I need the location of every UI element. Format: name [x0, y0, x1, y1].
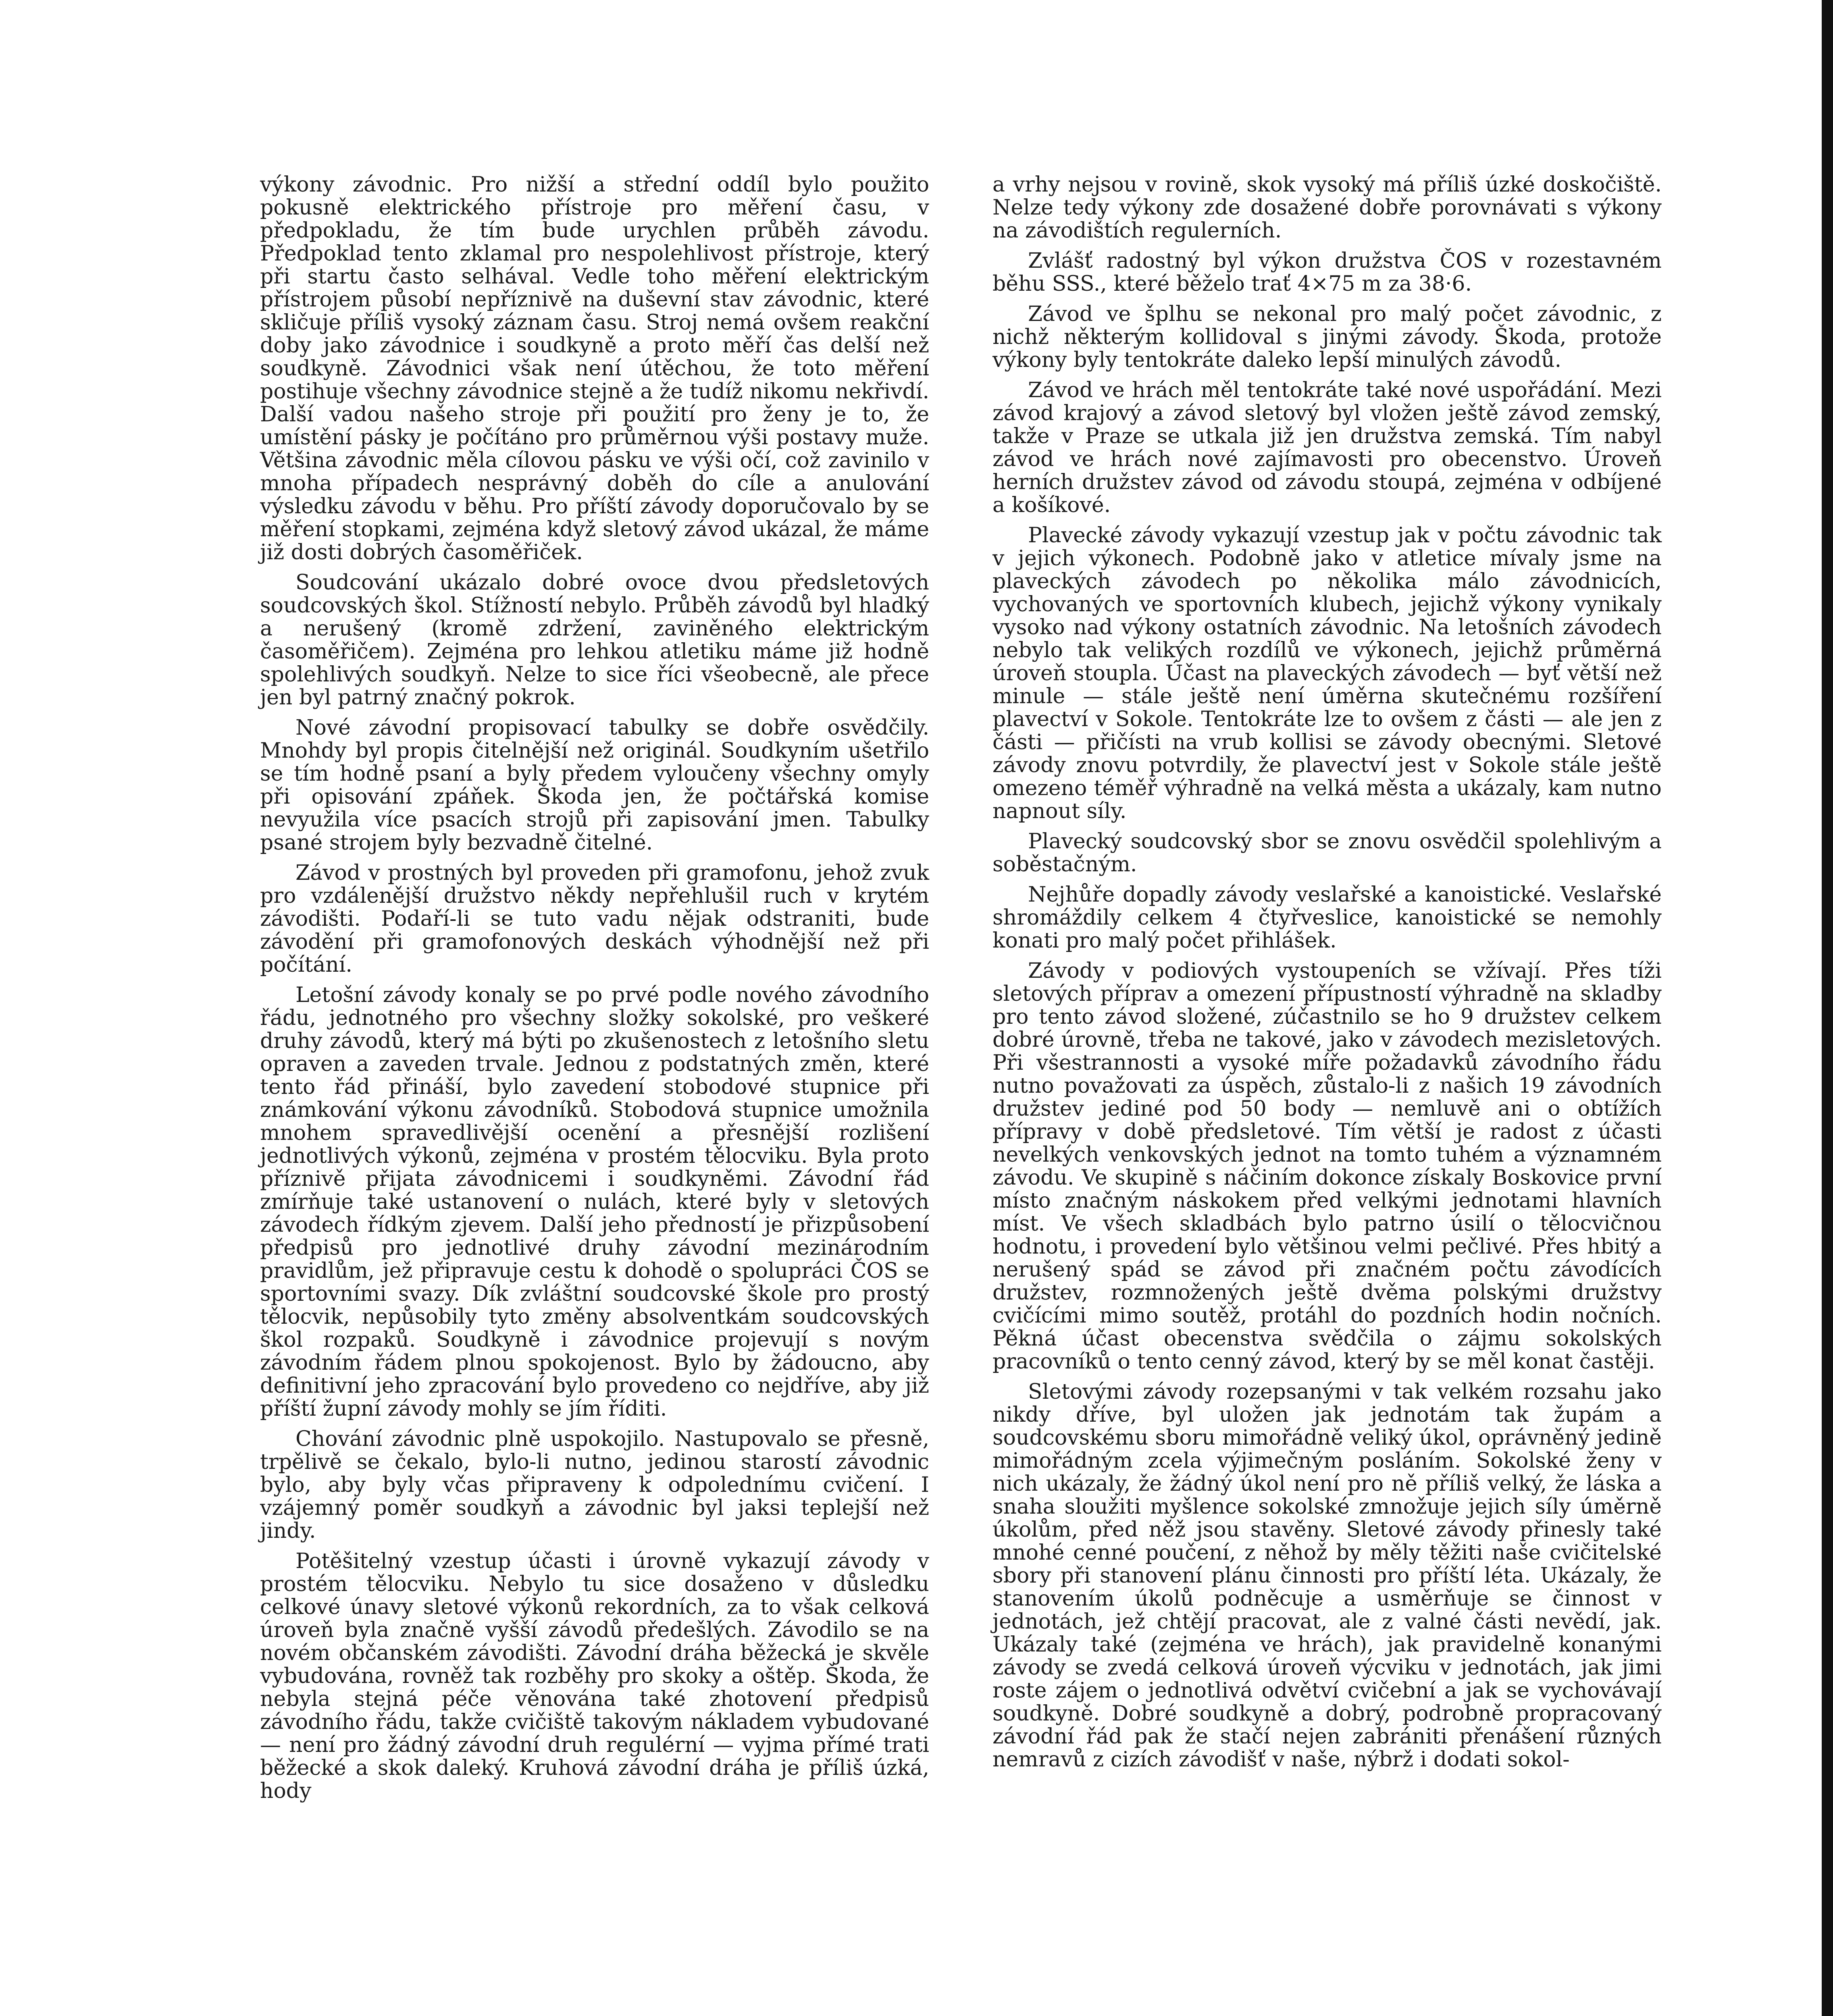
paragraph: Závod v prostných byl proveden při gramofonu, jehož zvuk pro vzdálenější družstvo někdy nepřehlušil ruch v krytém závodišti. Podaří-li se tuto vadu nějak odstraniti, bude závodění při gramofonových deskách výhodnější než při počítání.	[260, 861, 929, 977]
paragraph: Letošní závody konaly se po prvé podle nového závodního řádu, jednotného pro všechny složky sokolské, pro veškeré druhy závodů, který má býti po zkušenostech z letošního sletu opraven a zaveden trvale. Jednou z podstatných změn, které tento řád přináší, bylo zavedení stobodové stupnice při známkování výkonu závodníků. Stobodová stupnice umožnila mnohem spravedlivější ocenění a přesnější rozlišení jednotlivých výkonů, zejména v prostém tělocviku. Byla proto příznivě přijata závodnicemi i soudkyněmi. Závodní řád zmírňuje také ustanovení o nulách, které byly v sletových závodech řídkým zjevem. Další jeho předností je přizpůsobení předpisů pro jednotlivé druhy závodní mezinárodním pravidlům, jež připravuje cestu k dohodě o spolupráci ČOS se sportovními svazy. Dík zvláštní soudcovské škole pro prostý tělocvik, nepůsobily tyto změny absolventkám soudcovských škol rozpaků. Soudkyně i závodnice projevují s novým závodním řádem plnou spokojenost. Bylo by žádoucno, aby definitivní jeho zpracování bylo provedeno co nejdříve, aby již příští župní závody mohly se jím říditi.	[260, 983, 929, 1421]
paragraph: Nejhůře dopadly závody veslařské a kanoistické. Veslařské shromáždily celkem 4 čtyřveslice, kanoistické se nemohly konati pro malý počet přihlášek.	[992, 883, 1662, 953]
paragraph: Zvlášť radostný byl výkon družstva ČOS v rozestavném běhu SSS., které běželo trať 4×75 m za 38·6.	[992, 249, 1662, 296]
right-text-column	[992, 173, 1662, 1779]
paragraph: Potěšitelný vzestup účasti i úrovně vykazují závody v prostém tělocviku. Nebylo tu sice dosaženo v důsledku celkové únavy sletové výkonů rekordních, za to však celková úroveň byla značně vyšší závodů předešlých. Závodilo se na novém občanském závodišti. Závodní dráha běžecká je skvěle vybudována, rovněž tak rozběhy pro skoky a oštěp. Škoda, že nebyla stejná péče věnována také zhotovení předpisů závodního řádu, takže cvičiště takovým nákladem vybudované — není pro žádný závodní druh regulérní — vyjma přímé trati běžecké a skok daleký. Kruhová závodní dráha je příliš úzká, hody	[260, 1549, 929, 1803]
left-text-column	[260, 173, 929, 1810]
paragraph: Závod ve šplhu se nekonal pro malý počet závodnic, z nichž některým kollidoval s jinými závody. Škoda, protože výkony byly tentokráte daleko lepší minulých závodů.	[992, 302, 1662, 372]
paragraph: Sletovými závody rozepsanými v tak velkém rozsahu jako nikdy dříve, byl uložen jak jednotám tak župám a soudcovskému sboru mimořádně veliký úkol, oprávněný jedině mimořádným zcela výjimečným posláním. Sokolské ženy v nich ukázaly, že žádný úkol není pro ně příliš velký, že láska a snaha sloužiti myšlence sokolské zmnožuje jejich síly úměrně úkolům, před něž jsou stavěny. Sletové závody přinesly také mnohé cenné poučení, z něhož by měly těžiti naše cvičitelské sbory při stanovení plánu činnosti pro příští léta. Ukázaly, že stanovením úkolů podněcuje a usměrňuje se činnost v jednotách, jež chtějí pracovat, ale z valné části nevědí, jak. Ukázaly také (zejména ve hrách), jak pravidelně konanými závody se zvedá celková úroveň výcviku v jednotách, jak jimi roste zájem o jednotlivá odvětví cvičební a jak se vychovávají soudkyně. Dobré soudkyně a dobrý, podrobně propracovaný závodní řád pak že stačí nejen zabrániti přenášení různých nemravů z cizích závodišť v naše, nýbrž i dodati sokol-	[992, 1380, 1662, 1772]
paragraph: Chování závodnic plně uspokojilo. Nastupovalo se přesně, trpělivě se čekalo, bylo-li nutno, jedinou starostí závodnic bylo, aby byly včas připraveny k odpolednímu cvičení. I vzájemný poměr soudkyň a závodnic byl jaksi teplejší než jindy.	[260, 1427, 929, 1543]
paragraph: Závod ve hrách měl tentokráte také nové uspořádání. Mezi závod krajový a závod sletový byl vložen ještě závod zemský, takže v Praze se utkala již jen družstva zemská. Tím nabyl závod ve hrách nové zajímavosti pro obecenstvo. Úroveň herních družstev závod od závodu stoupá, zejména v odbíjené a košíkové.	[992, 378, 1662, 517]
paragraph: a vrhy nejsou v rovině, skok vysoký má příliš úzké doskočiště. Nelze tedy výkony zde dosažené dobře porovnávati s výkony na závodištích regulerních.	[992, 173, 1662, 243]
scan-edge-right	[1822, 0, 1833, 2016]
paragraph: výkony závodnic. Pro nižší a střední oddíl bylo použito pokusně elektrického přístroje pro měření času, v předpokladu, že tím bude urychlen průběh závodu. Předpoklad tento zklamal pro nespolehlivost přístroje, který při startu často selhával. Vedle toho měření elektrickým přístrojem působí nepříznivě na duševní stav závodnic, které skličuje příliš vysoký záznam času. Stroj nemá ovšem reakční doby jako závodnice i soudkyně a proto měří čas delší než soudkyně. Závodnici však není útěchou, že toto měření postihuje všechny závodnice stejně a že tudíž nikomu nekřivdí. Další vadou našeho stroje při použití pro ženy je to, že umístění pásky je počítáno pro průměrnou výši postavy muže. Většina závodnic měla cílovou pásku ve výši očí, což zavinilo v mnoha případech nesprávný doběh do cíle a anulování výsledku závodu v běhu. Pro příští závody doporučovalo by se měření stopkami, zejména když sletový závod ukázal, že máme již dosti dobrých časoměřiček.	[260, 173, 929, 564]
paragraph: Soudcování ukázalo dobré ovoce dvou předsletových soudcovských škol. Stížností nebylo. Průběh závodů byl hladký a nerušený (kromě zdržení, zaviněného elektrickým časoměřičem). Zejména pro lehkou atletiku máme již hodně spolehlivých soudkyň. Nelze to sice říci všeobecně, ale přece jen byl patrný značný pokrok.	[260, 571, 929, 710]
paragraph: Závody v podiových vystoupeních se vžívají. Přes tíži sletových příprav a omezení přípustností výhradně na skladby pro tento závod složené, zúčastnilo se ho 9 družstev celkem dobré úrovně, třeba ne takové, jako v závodech mezisletových. Při všestrannosti a vysoké míře požadavků závodního řádu nutno považovati za úspěch, zůstalo-li z našich 19 závodních družstev jediné pod 50 body — nemluvě ani o obtížích přípravy v době předsletové. Tím větší je radost z účasti nevelkých venkovských jednot na tomto tuhém a významném závodu. Ve skupině s náčiním dokonce získaly Boskovice první místo značným náskokem před velkými jednotami hlavních míst. Ve všech skladbách bylo patrno úsilí o tělocvičnou hodnotu, i provedení bylo většinou velmi pečlivé. Přes hbitý a nerušený spád se závod při značném počtu závodících družstev, rozmnožených ještě dvěma polskými družstvy cvičícími mimo soutěž, protáhl do pozdních hodin nočních. Pěkná účast obecenstva svědčila o zájmu sokolských pracovníků o tento cenný závod, který by se měl konat častěji.	[992, 959, 1662, 1374]
paragraph: Nové závodní propisovací tabulky se dobře osvědčily. Mnohdy byl propis čitelnější než originál. Soudkyním ušetřilo se tím hodně psaní a byly předem vyloučeny všechny omyly při opisování zpáňek. Škoda jen, že počtářská komise nevyužila více psacích strojů při zapisování jmen. Tabulky psané strojem byly bezvadně čitelné.	[260, 716, 929, 855]
paragraph: Plavecký soudcovský sbor se znovu osvědčil spolehlivým a soběstačným.	[992, 829, 1662, 877]
paragraph: Plavecké závody vykazují vzestup jak v počtu závodnic tak v jejich výkonech. Podobně jako v atletice mívaly jsme na plaveckých závodech po několika málo závodnicích, vychovaných ve sportovních klubech, jejichž výkony vynikaly vysoko nad výkony ostatních závodnic. Na letošních závodech nebylo tak velikých rozdílů ve výkonech, jejichž průměrná úroveň stoupla. Účast na plaveckých závodech — byť větší než minule — stále ještě není úměrna skutečnému rozšíření plavectví v Sokole. Tentokráte lze to ovšem z části — ale jen z části — přičísti na vrub kollisi se závody obecnými. Sletové závody znovu potvrdily, že plavectví jest v Sokole stále ještě omezeno téměř výhradně na velká města a ukázaly, kam nutno napnout síly.	[992, 523, 1662, 823]
